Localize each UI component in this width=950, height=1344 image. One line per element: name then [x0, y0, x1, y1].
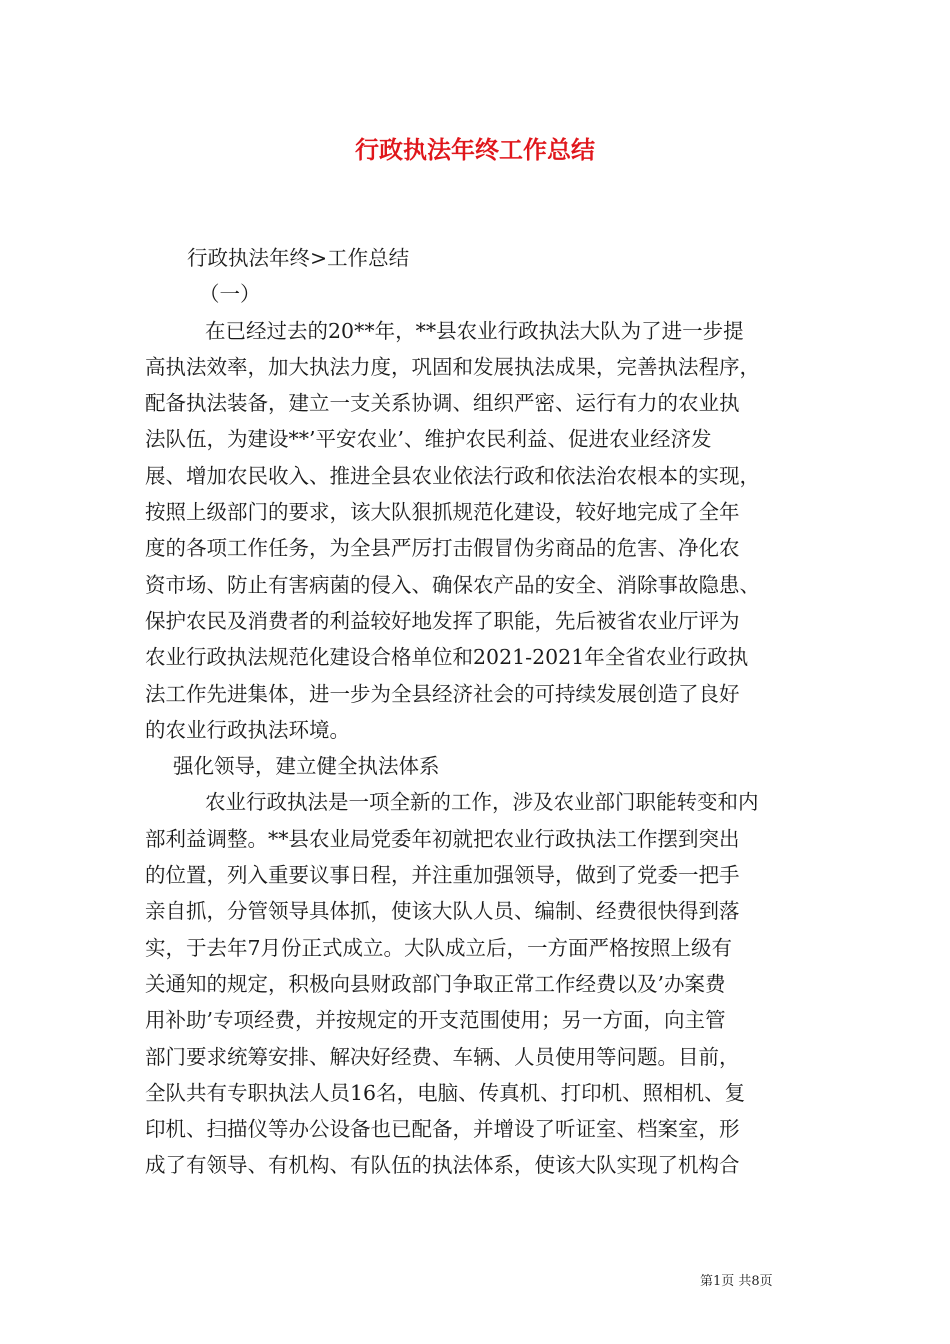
- text-line: 配备执法装备，建立一支关系协调、组织严密、运行有力的农业执: [145, 391, 740, 416]
- text-line: 的农业行政执法环境。: [145, 717, 350, 742]
- text-line: 法工作先进集体，进一步为全县经济社会的可持续发展创造了良好: [145, 681, 740, 706]
- text-line: 成了有领导、有机构、有队伍的执法体系，使该大队实现了机构合: [145, 1153, 740, 1178]
- text-line: 部门要求统筹安排、解决好经费、车辆、人员使用等问题。目前，: [145, 1044, 740, 1069]
- text-line: 法队伍，为建设**’平安农业’、维护农民利益、促进农业经济发: [145, 427, 712, 452]
- document-subtitle: 行政执法年终>工作总结: [187, 246, 410, 270]
- text-line: 的位置，列入重要议事日程，并注重加强领导，做到了党委一把手: [145, 863, 740, 888]
- text-line: 保护农民及消费者的利益较好地发挥了职能，先后被省农业厅评为: [145, 608, 740, 633]
- text-line: 全队共有专职执法人员16名，电脑、传真机、打印机、照相机、复: [145, 1080, 746, 1105]
- text-line: 高执法效率，加大执法力度，巩固和发展执法成果，完善执法程序，: [145, 354, 760, 379]
- paragraph-2: [145, 784, 825, 1183]
- text-line: 关通知的规定，积极向县财政部门争取正常工作经费以及’办案费: [145, 971, 726, 996]
- page-number: 第1页 共8页: [700, 1274, 773, 1289]
- text-line: 资市场、防止有害病菌的侵入、确保农产品的安全、消除事故隐患、: [145, 572, 760, 597]
- text-line: 展、增加农民收入、推进全县农业依法行政和依法治农根本的实现，: [145, 463, 760, 488]
- text-line: 农业行政执法是一项全新的工作，涉及农业部门职能转变和内: [205, 790, 759, 815]
- section-number: （一）: [199, 282, 261, 307]
- document-body: [145, 240, 825, 1184]
- text-line: 亲自抓，分管领导具体抓，使该大队人员、编制、经费很快得到落: [145, 899, 740, 924]
- text-line: 部利益调整。**县农业局党委年初就把农业行政执法工作摆到突出: [145, 826, 740, 851]
- paragraph-1: [145, 313, 825, 749]
- text-line: 实，于去年7月份正式成立。大队成立后，一方面严格按照上级有: [145, 935, 733, 960]
- text-line: 印机、扫描仪等办公设备也已配备，并增设了听证室、档案室，形: [145, 1117, 740, 1142]
- text-line: 用补助’专项经费，并按规定的开支范围使用；另一方面，向主管: [145, 1008, 726, 1033]
- document-title: 行政执法年终工作总结: [355, 135, 595, 164]
- text-line: 按照上级部门的要求，该大队狠抓规范化建设，较好地完成了全年: [145, 500, 740, 525]
- text-line: 在已经过去的20**年，**县农业行政执法大队为了进一步提: [205, 318, 744, 343]
- section-heading: 强化领导，建立健全执法体系: [173, 754, 440, 779]
- text-line: 农业行政执法规范化建设合格单位和2021-2021年全省农业行政执: [145, 645, 749, 670]
- text-line: 度的各项工作任务，为全县严厉打击假冒伪劣商品的危害、净化农: [145, 536, 740, 561]
